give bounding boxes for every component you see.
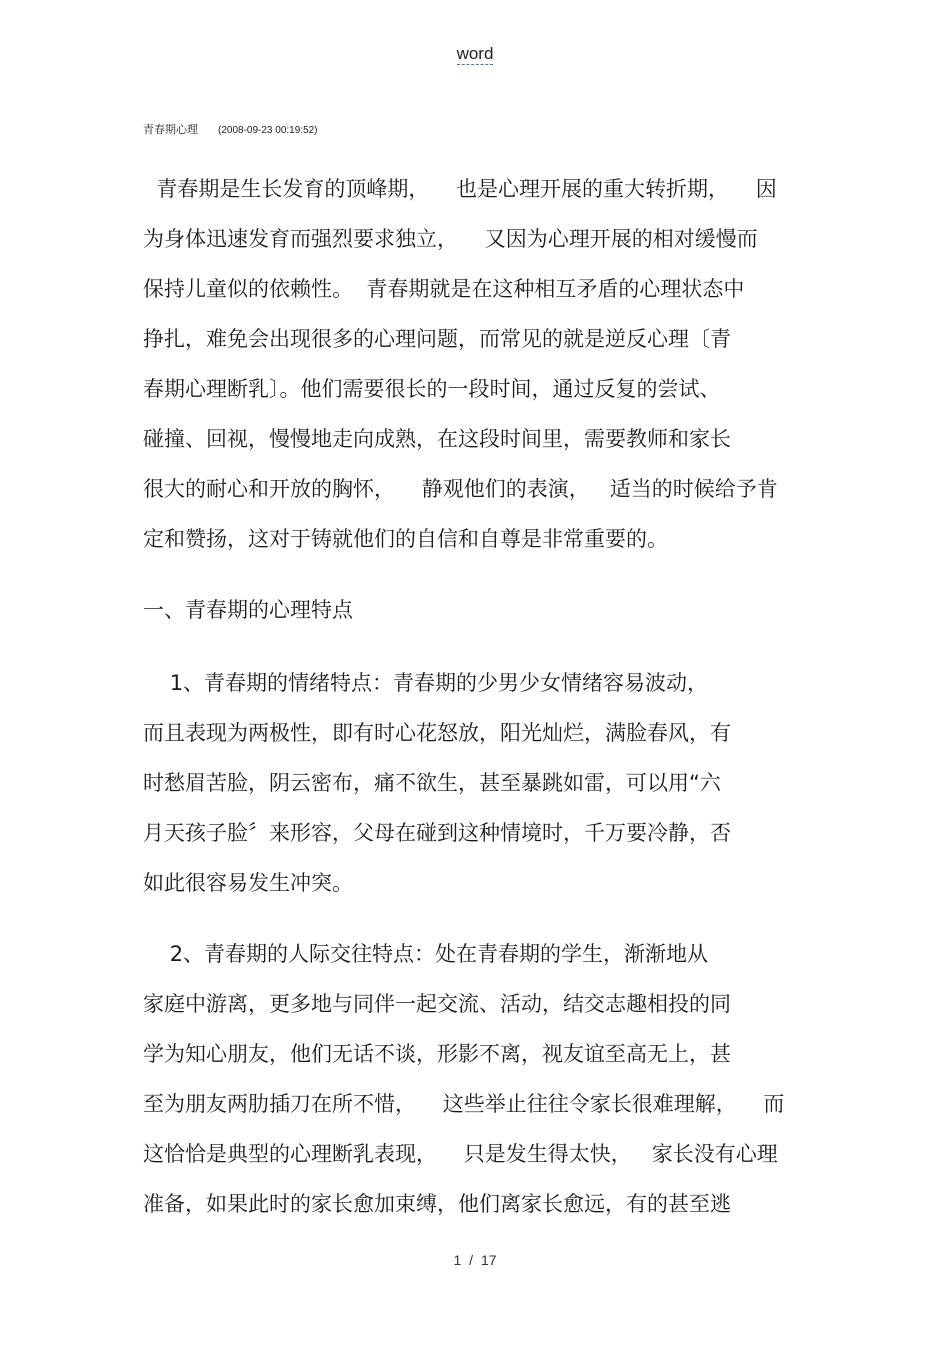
body-line: 准备，如果此时的家长愈加束缚，他们离家长愈远，有的甚至逃 — [143, 1192, 731, 1216]
page-number: 1 / 17 — [453, 1252, 497, 1268]
body-line: 很大的耐心和开放的胸怀， 静观他们的表演， 适当的时候给予肯 — [143, 477, 778, 501]
body-line: 保持儿童似的依赖性。 青春期就是在这种相互矛盾的心理状态中 — [143, 277, 745, 301]
body-line: 家庭中游离，更多地与同伴一起交流、活动，结交志趣相投的同 — [143, 992, 731, 1016]
body-line: 定和赞扬，这对于铸就他们的自信和自尊是非常重要的。 — [143, 527, 668, 551]
body-line: 时愁眉苦脸，阴云密布，痛不欲生，甚至暴跳如雷，可以用“六 — [143, 771, 721, 795]
body-line: 至为朋友两肋插刀在所不惜， 这些举止往往令家长很难理解， 而 — [143, 1092, 785, 1116]
body-line: 青春期是生长发育的顶峰期， 也是心理开展的重大转折期， 因 — [143, 177, 777, 201]
article-meta — [143, 121, 318, 137]
body-line: 为身体迅速发育而强烈要求独立， 又因为心理开展的相对缓慢而 — [143, 227, 758, 251]
article-timestamp: (2008-09-23 00:19:52) — [218, 125, 318, 136]
body-line: 月天孩子脸〞来形容，父母在碰到这种情境时，千万要冷静，否 — [143, 821, 731, 845]
body-line: 如此很容易发生冲突。 — [143, 871, 353, 895]
body-line: 这恰恰是典型的心理断乳表现， 只是发生得太快， 家长没有心理 — [143, 1142, 778, 1166]
article-title: 青春期心理 — [143, 123, 198, 136]
header-title: word — [456, 44, 494, 63]
body-line: 挣扎，难免会出现很多的心理问题，而常见的就是逆反心理〔青 — [143, 327, 731, 351]
body-line: 碰撞、回视，慢慢地走向成熟，在这段时间里，需要教师和家长 — [143, 427, 731, 451]
body-line: 而且表现为两极性，即有时心花怒放，阳光灿烂，满脸春风，有 — [143, 721, 731, 745]
body-line: 春期心理断乳〕。他们需要很长的一段时间，通过反复的尝试、 — [143, 377, 721, 401]
section-heading: 一、青春期的心理特点 — [143, 598, 353, 622]
body-line: 学为知心朋友，他们无话不谈，形影不离，视友谊至高无上，甚 — [143, 1042, 731, 1066]
body-line: 1、青春期的情绪特点：青春期的少男少女情绪容易波动， — [143, 671, 709, 695]
document-header — [0, 44, 950, 64]
body-line: 2、青春期的人际交往特点：处在青春期的学生，渐渐地从 — [143, 942, 709, 966]
